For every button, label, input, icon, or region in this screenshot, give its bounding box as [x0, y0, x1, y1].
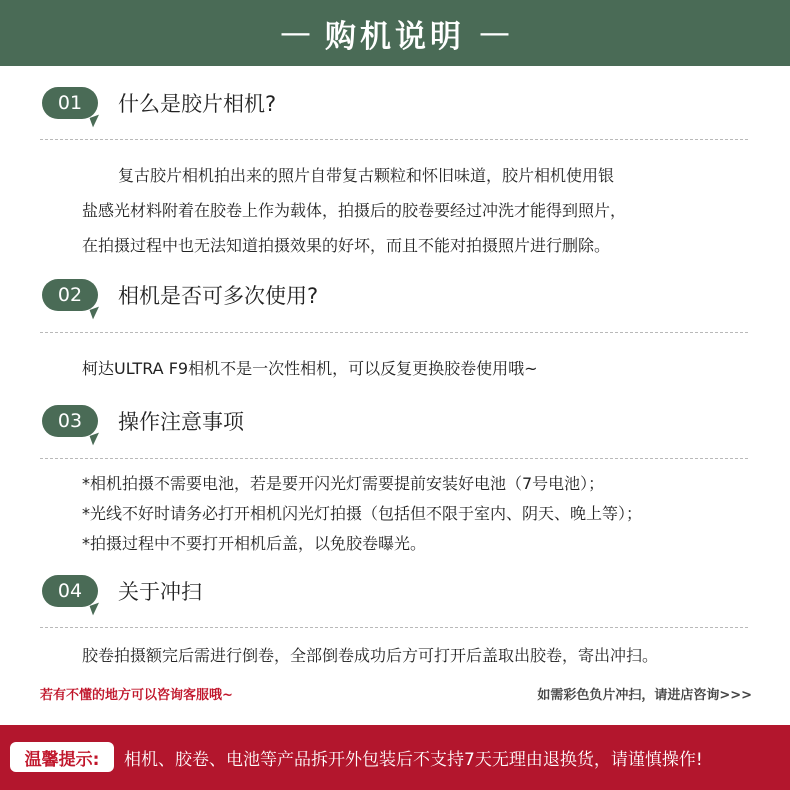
page-title: 购机说明 [325, 18, 465, 55]
dashed-divider [40, 627, 748, 628]
section-number: 02 [57, 284, 83, 306]
dashed-divider [40, 458, 748, 459]
section-02-header [42, 279, 318, 311]
dashed-divider [40, 332, 748, 333]
section-title: 关于冲扫 [118, 580, 202, 604]
section-03-body [82, 469, 722, 559]
section-title: 什么是胶片相机? [118, 92, 277, 116]
section-title: 操作注意事项 [118, 410, 244, 434]
section-04-body [82, 638, 722, 673]
section-number: 01 [57, 92, 83, 114]
body-line: *相机拍摄不需要电池，若是要开闪光灯需要提前安装好电池（7号电池）； [82, 474, 605, 493]
section-number-badge [42, 87, 98, 119]
page-header [0, 0, 790, 66]
body-line: *拍摄过程中不要打开相机后盖，以免胶卷曝光。 [82, 534, 427, 553]
section-01-header [42, 87, 276, 119]
section-title: 相机是否可多次使用? [118, 284, 319, 308]
body-line: 柯达ULTRA F9相机不是一次性相机，可以反复更换胶卷使用哦~ [82, 359, 538, 378]
section-03-header [42, 405, 244, 437]
dashed-divider [40, 139, 748, 140]
header-dash-right: — [479, 15, 510, 51]
warning-footer [0, 725, 790, 790]
section-number: 04 [57, 580, 83, 602]
section-number-badge [42, 279, 98, 311]
body-line: 盐感光材料附着在胶卷上作为载体，拍摄后的胶卷要经过冲洗才能得到照片， [82, 201, 627, 220]
section-number-badge [42, 575, 98, 607]
body-line: *光线不好时请务必打开相机闪光灯拍摄（包括但不限于室内、阴天、晚上等）； [82, 504, 643, 523]
warning-badge: 温馨提示: [10, 742, 114, 772]
section-04-header [42, 575, 202, 607]
customer-service-note: 若有不懂的地方可以咨询客服哦~ [40, 688, 233, 703]
body-line: 在拍摄过程中也无法知道拍摄效果的好坏，而且不能对拍摄照片进行删除。 [82, 236, 611, 255]
warning-text: 相机、胶卷、电池等产品拆开外包装后不支持7天无理由退换货，请谨慎操作! [124, 749, 703, 770]
body-line: 复古胶片相机拍出来的照片自带复古颗粒和怀旧味道，胶片相机使用银 [118, 166, 615, 185]
section-number: 03 [57, 410, 83, 432]
section-02-body [82, 351, 722, 386]
header-dash-left: — [280, 15, 311, 51]
store-inquiry-link[interactable]: 如需彩色负片冲扫，请进店咨询>>> [537, 688, 752, 703]
section-number-badge [42, 405, 98, 437]
section-01-body [82, 158, 722, 263]
body-line: 胶卷拍摄额完后需进行倒卷，全部倒卷成功后方可打开后盖取出胶卷，寄出冲扫。 [82, 646, 659, 665]
